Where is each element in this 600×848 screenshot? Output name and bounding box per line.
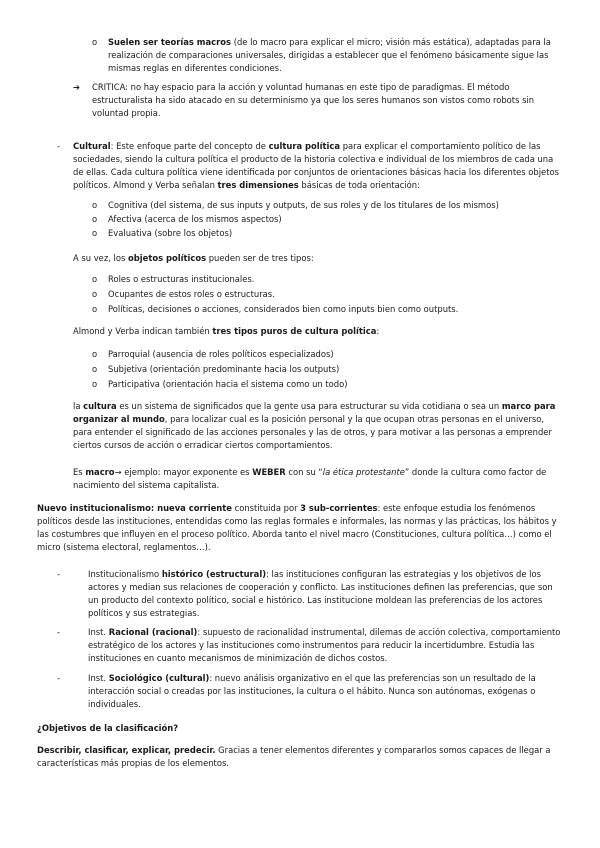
tipo-item: Participativa (orientación hacia el sistema como un todo) <box>108 379 348 389</box>
institucionalismo-item: Inst. Sociológico (cultural): nuevo análisis organizativo en el que las preferencias son un resultado de la interacción social o creadas por las instituciones, la cultura o el hábito. Nunca son autónomas, exógenas o individuales. <box>88 673 536 709</box>
sub-bullet: o <box>92 214 98 224</box>
dash-bullet: - <box>57 141 61 151</box>
sub-bullet: o <box>92 37 98 47</box>
sub-bullet: o <box>92 274 98 284</box>
tres-dimensiones-term: tres dimensiones <box>217 180 299 190</box>
dimension-item: Evaluativa (sobre los objetos) <box>108 228 233 238</box>
sub-bullet: o <box>92 228 98 238</box>
sub-bullet: o <box>92 349 98 359</box>
sub-bullet: o <box>92 379 98 389</box>
dash-bullet: - <box>57 569 61 579</box>
institucionalismo-item: Institucionalismo histórico (estructural): las instituciones configuran las estrategias y los objetivos de los actores y median sus relaciones de cooperación y conflicto. Las instituciones definen las preferencias, que son un producto del contexto político, social e histórico. Las institucione moldean las preferencias de los actores políticos y sus estrategias. <box>88 569 553 618</box>
sub-bullet: o <box>92 304 98 314</box>
sub-bullet: o <box>92 200 98 210</box>
objeto-item: Políticas, decisiones o acciones, considerados bien como inputs bien como outputs. <box>108 304 459 314</box>
dash-bullet: - <box>57 627 61 637</box>
arrow-icon: ➔ <box>73 82 81 92</box>
dash-bullet: - <box>57 673 61 683</box>
tipo-item: Subjetiva (orientación predominante hacia los outputs) <box>108 364 340 374</box>
cultural-label: Cultural <box>73 141 111 151</box>
objetivos-paragraph: Describir, clasificar, explicar, predecir. Gracias a tener elementos diferentes y compararlos somos capaces de llegar a características más propias de los elementos. <box>37 745 551 768</box>
tipo-item: Parroquial (ausencia de roles políticos especializados) <box>108 349 334 359</box>
cultura-definition: la cultura es un sistema de significados que la gente usa para estructurar su vida cotidiana o sea un marco para organizar al mundo, para localizar cual es la posición personal y la que ocupan otras personas en el universo, para entender el significado de las acciones personales y las de otros, y para motivar a las personas a emprender ciertos cursos de acción o erradicar ciertos comportamientos. <box>73 401 556 450</box>
tipos-intro: Almond y Verba indican también tres tipos puros de cultura política: <box>73 326 380 336</box>
nuevo-institucionalismo-title: Nuevo institucionalismo: nueva corriente <box>37 503 232 513</box>
macro-weber-paragraph: Es macro→ ejemplo: mayor exponente es WEBER con su “la ética protestante” donde la cultura como factor de nacimiento del sistema capitalista. <box>73 467 547 490</box>
macro-theories-text: (de lo macro para explicar el micro; visión más estática), adaptadas para la realización de comparaciones universales, dirigidas a establecer que el fenómeno básicamente sigue las mismas reglas en diferentes condiciones. <box>108 37 551 73</box>
objetivos-heading: ¿Objetivos de la clasificación? <box>37 723 179 733</box>
sub-bullet: o <box>92 289 98 299</box>
cultura-politica-term: cultura política <box>268 141 341 151</box>
macro-theories-title: Suelen ser teorías macros <box>108 37 232 47</box>
sub-bullet: o <box>92 364 98 374</box>
nuevo-institucionalismo-paragraph: Nuevo institucionalismo: nueva corriente constituida por 3 sub-corrientes: este enfoque estudia los fenómenos políticos desde las instituciones, entendidas como las reglas formales e informales, las normas y las prácticas, los hábitos y las costumbres que influyen en el proceso político. Aborda tanto el nivel macro (Constituciones, cultura política…) como el micro (sistema electoral, reglamentos…). <box>37 503 557 552</box>
cultural-paragraph: Cultural: Este enfoque parte del concepto de cultura política para explicar el comportamiento político de las sociedades, siendo la cultura política el producto de la historia colectiva e individual de los miembros de cada una de ellas. Cada cultura política viene identificada por conjuntos de orientaciones básicas hacia los diferentes objetos políticos. Almond y Verba señalan tres dimensiones básicas de toda orientación: <box>73 141 559 190</box>
objeto-item: Roles o estructuras institucionales. <box>108 274 255 284</box>
dimension-item: Cognitiva (del sistema, de sus inputs y outputs, de sus roles y de los titulares de los mismos) <box>108 200 499 210</box>
dimension-item: Afectiva (acerca de los mismos aspectos) <box>108 214 282 224</box>
objeto-item: Ocupantes de estos roles o estructuras. <box>108 289 275 299</box>
critica-paragraph: CRITICA: no hay espacio para la acción y voluntad humanas en este tipo de paradigmas. El método estructuralista ha sido atacado en su determinismo ya que los seres humanos son vistos como robots sin voluntad propia. <box>92 82 535 118</box>
objetos-intro: A su vez, los objetos políticos pueden ser de tres tipos: <box>73 253 314 263</box>
macro-theories-item <box>108 36 560 75</box>
institucionalismo-item: Inst. Racional (racional): supuesto de racionalidad instrumental, dilemas de acción colectiva, comportamiento estratégico de los actores y las instituciones como instrumentos para reducir la incertidumbre. Estudia las instituciones en cuanto mecanismos de minimización de dichos costos. <box>88 627 561 663</box>
